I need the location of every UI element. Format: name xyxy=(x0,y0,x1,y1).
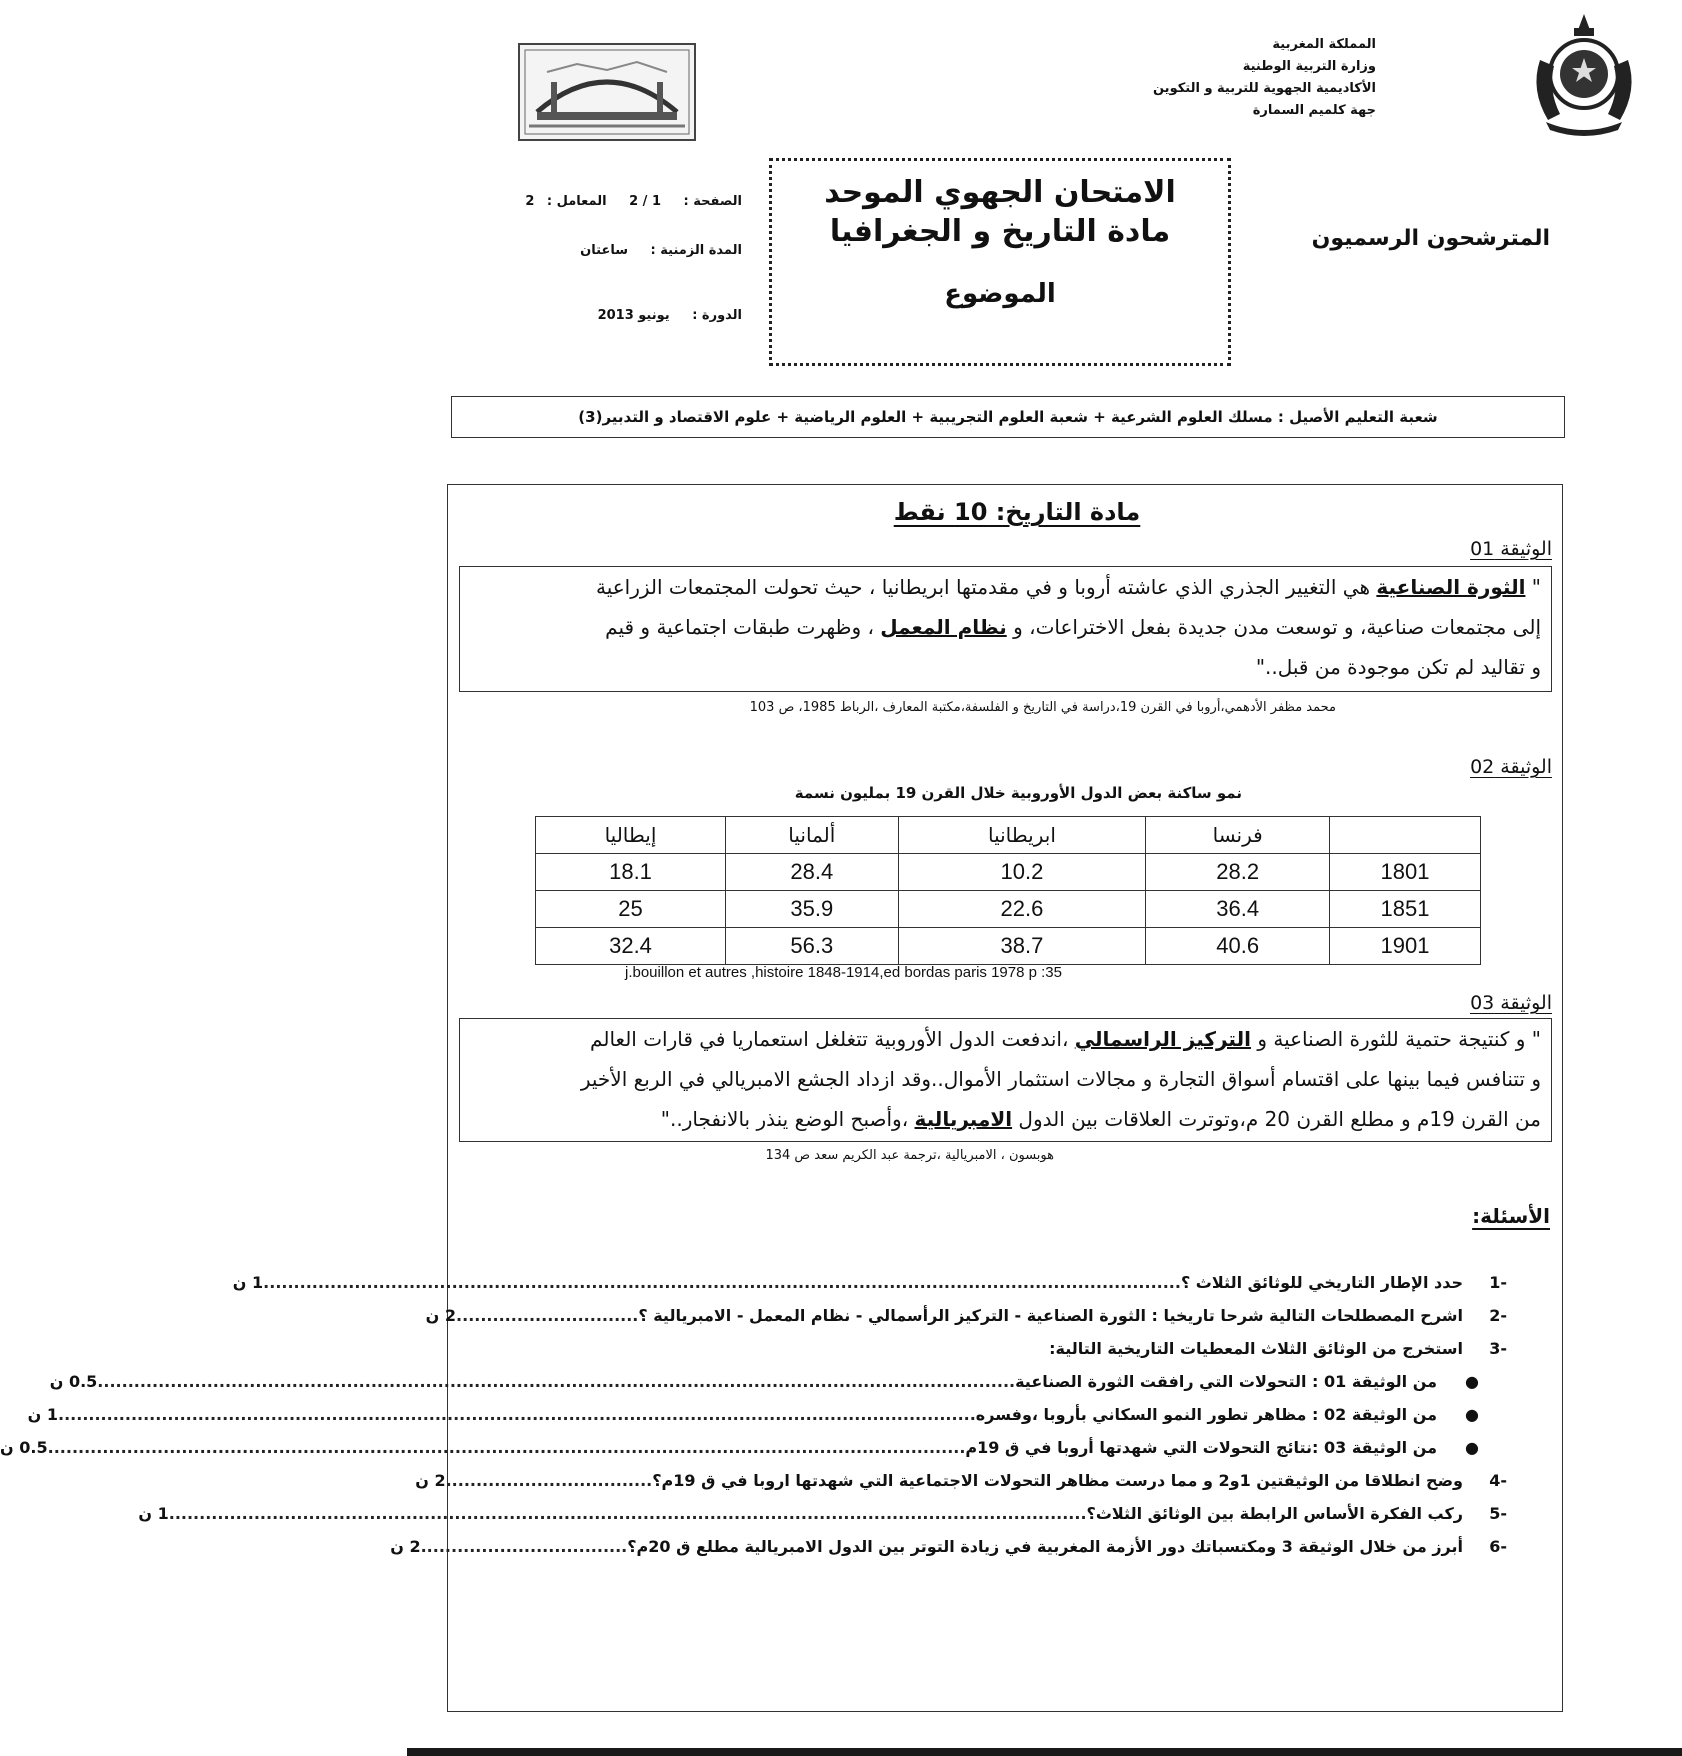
table-cell: 1851 xyxy=(1330,891,1481,928)
question-points: 1 ن xyxy=(27,1405,58,1424)
dot-leader: ....................................................................................................................................................... xyxy=(58,1405,976,1424)
doc3-text: " و كنتيجة حتمية للثورة الصناعية و xyxy=(1250,1027,1541,1051)
term-imperialist: الامبريالية xyxy=(914,1107,1013,1131)
table-cell: 10.2 xyxy=(898,854,1146,891)
question-text: ركب الفكرة الأساس الرابطة بين الوثائق الثلاث؟ xyxy=(1086,1504,1463,1523)
doc1-label: الوثيقة 01 xyxy=(1470,538,1552,560)
page-label: الصفحة : xyxy=(683,194,742,209)
page-value: 1 / 2 xyxy=(629,194,661,209)
session-value: يونيو 2013 xyxy=(597,308,670,323)
doc1-line xyxy=(460,567,1551,607)
table-header-cell: ابريطانيا xyxy=(898,817,1146,854)
coef-label: المعامل : xyxy=(546,194,607,209)
dot-leader: ....................................................................................................................................................... xyxy=(47,1438,966,1457)
question-text: اشرح المصطلحات التالية شرحا تاريخيا : الثورة الصناعية - التركيز الرأسمالي - نظام المعمل - الامبريالية ؟ xyxy=(638,1306,1463,1325)
doc3-source: هوبسون ، الامبريالية ،ترجمة عبد الكريم سعد ص 134 xyxy=(765,1148,1054,1163)
question-points: 1 ن xyxy=(232,1273,264,1292)
question-item xyxy=(49,1365,1507,1398)
doc1-text: ، وظهرت طبقات اجتماعية و قيم xyxy=(605,615,881,639)
questions-list xyxy=(0,1266,1507,1563)
doc2-label: الوثيقة 02 xyxy=(1470,756,1552,778)
table-row xyxy=(536,891,1481,928)
candidates-label: المترشحون الرسميون xyxy=(1311,226,1550,251)
question-number: -6 xyxy=(1489,1537,1507,1556)
ministry-line: المملكة المغربية xyxy=(1272,37,1376,52)
doc1-text: إلى مجتمعات صناعية، و توسعت مدن جديدة بفعل الاختراعات، و xyxy=(1006,615,1541,639)
page-info xyxy=(525,194,742,209)
ministry-line: جهة كلميم السمارة xyxy=(1252,103,1376,118)
duration-label: المدة الزمنية : xyxy=(650,243,742,258)
table-cell: 56.3 xyxy=(726,928,899,965)
table-cell: 36.4 xyxy=(1146,891,1330,928)
doc3-label: الوثيقة 03 xyxy=(1470,992,1552,1014)
bullet-icon: ● xyxy=(1465,1372,1479,1391)
question-item xyxy=(0,1431,1507,1464)
question-number: -3 xyxy=(1489,1339,1507,1358)
doc1-line xyxy=(460,607,1551,647)
doc3-text: ،اندفعت الدول الأوروبية تتغلغل استعماريا في قارات العالم xyxy=(590,1027,1075,1051)
question-text: استخرج من الوثائق الثلاث المعطيات التاريخية التالية: xyxy=(1049,1339,1463,1358)
question-number: -4 xyxy=(1489,1471,1507,1490)
question-number: -5 xyxy=(1489,1504,1507,1523)
doc1-box xyxy=(459,566,1552,692)
question-text: وضح انطلاقا من الوثيقتين 1و2 و مما درست مظاهر التحولات الاجتماعية التي شهدتها اروبا في ق 19م؟ xyxy=(652,1471,1463,1490)
question-text: من الوثيقة 03 :نتائج التحولات التي شهدتها أروبا في ق 19م xyxy=(965,1438,1437,1457)
table-cell: 38.7 xyxy=(898,928,1146,965)
ministry-line: الأكاديمية الجهوية للتربية و التكوين xyxy=(1152,81,1376,96)
duration-value: ساعتان xyxy=(580,243,628,258)
table-row xyxy=(536,928,1481,965)
question-points: 0.5 ن xyxy=(0,1438,48,1457)
dot-leader: ....................................................................................................................................................... xyxy=(168,1504,1087,1523)
question-text: حدد الإطار التاريخي للوثائق الثلاث ؟ xyxy=(1180,1273,1463,1292)
question-item xyxy=(232,1266,1507,1299)
branch-box: شعبة التعليم الأصيل : مسلك العلوم الشرعية + شعبة العلوم التجريبية + العلوم الرياضية + علوم الاقتصاد و التدبير(3) xyxy=(451,396,1565,438)
session-label: الدورة : xyxy=(692,308,742,323)
ministry-line: وزارة التربية الوطنية xyxy=(1242,59,1376,74)
doc3-line xyxy=(460,1019,1551,1059)
table-cell: 18.1 xyxy=(536,854,726,891)
dot-leader: .................................. xyxy=(445,1471,653,1490)
dot-leader: .............................. xyxy=(456,1306,639,1325)
questions-title: الأسئلة: xyxy=(1472,1204,1550,1228)
bullet-icon: ● xyxy=(1465,1405,1479,1424)
question-item xyxy=(483,1332,1507,1365)
question-text: من الوثيقة 02 : مظاهر تطور النمو السكاني بأروبا ،وفسره xyxy=(975,1405,1437,1424)
question-item xyxy=(425,1299,1507,1332)
doc3-line xyxy=(460,1099,1551,1139)
term-capitalist-concentration: التركيز الراسمالي xyxy=(1074,1027,1251,1051)
section-title: مادة التاريخ: 10 نقط xyxy=(893,498,1141,526)
doc3-line: و تتنافس فيما بينها على اقتسام أسواق التجارة و مجالات استثمار الأموال..وقد ازداد الجشع الامبريالي في الربع الأخير xyxy=(580,1067,1541,1091)
question-item xyxy=(27,1398,1507,1431)
exam-title-box xyxy=(769,158,1231,366)
dot-leader: ....................................................................................................................................................... xyxy=(263,1273,1181,1292)
table-cell: 40.6 xyxy=(1146,928,1330,965)
question-number: -1 xyxy=(1489,1273,1507,1292)
table-cell: 1801 xyxy=(1330,854,1481,891)
session-info xyxy=(598,308,742,323)
question-points: 0.5 ن xyxy=(49,1372,98,1391)
table-cell: 1901 xyxy=(1330,928,1481,965)
question-points: 2 ن xyxy=(415,1471,446,1490)
doc2-source: j.bouillon et autres ,histoire 1848-1914,ed bordas paris 1978 p :35 xyxy=(625,964,1062,981)
table-cell: 35.9 xyxy=(726,891,899,928)
table-cell: 32.4 xyxy=(536,928,726,965)
scan-edge xyxy=(407,1748,1682,1756)
table-cell: 28.4 xyxy=(726,854,899,891)
question-item xyxy=(415,1464,1507,1497)
academy-logo-icon xyxy=(517,42,697,142)
doc1-text: " xyxy=(1525,575,1541,599)
coef-value: 2 xyxy=(525,194,535,209)
doc1-source: محمد مظفر الأدهمي،أروبا في القرن 19،دراسة في التاريخ و الفلسفة،مكتبة المعارف ،الرباط 1985، ص 103 xyxy=(749,700,1336,715)
doc3-text: ،وأصبح الوضع ينذر بالانفجار.." xyxy=(660,1107,915,1131)
table-header-cell xyxy=(1330,817,1481,854)
table-header-row xyxy=(536,817,1481,854)
question-points: 1 ن xyxy=(138,1504,169,1523)
doc1-text: هي التغيير الجذري الذي عاشته أروبا و في مقدمتها ابريطانيا ، حيث تحولت المجتمعات الزراعية xyxy=(595,575,1377,599)
population-table xyxy=(535,816,1481,965)
ministry-header xyxy=(1116,34,1376,122)
table-header-cell: فرنسا xyxy=(1146,817,1330,854)
dot-leader: ....................................................................................................................................................... xyxy=(97,1372,1016,1391)
dot-leader: .................................. xyxy=(420,1537,628,1556)
doc2-caption: نمو ساكنة بعض الدول الأوروبية خلال القرن 19 بمليون نسمة xyxy=(794,784,1242,802)
question-number: -2 xyxy=(1489,1306,1507,1325)
question-points: 2 ن xyxy=(390,1537,421,1556)
exam-subject-label: الموضوع xyxy=(944,279,1056,309)
doc1-line: و تقاليد لم تكن موجودة من قبل.." xyxy=(1255,655,1541,679)
table-cell: 22.6 xyxy=(898,891,1146,928)
table-row xyxy=(536,854,1481,891)
table-header-cell: إيطاليا xyxy=(536,817,726,854)
question-points: 2 ن xyxy=(425,1306,457,1325)
exam-title: الامتحان الجهوي الموحد xyxy=(824,175,1176,210)
question-item xyxy=(390,1530,1507,1563)
doc3-box xyxy=(459,1018,1552,1142)
term-factory-system: نظام المعمل xyxy=(880,615,1007,639)
table-cell: 28.2 xyxy=(1146,854,1330,891)
bullet-icon: ● xyxy=(1465,1438,1479,1457)
royal-emblem-icon xyxy=(1526,10,1642,136)
doc3-text: من القرن 19م و مطلع القرن 20 م،وتوترت العلاقات بين الدول xyxy=(1012,1107,1541,1131)
question-text: أبرز من خلال الوثيقة 3 ومكتسباتك دور الأزمة المغربية في زيادة التوتر بين الدول الامبريالية مطلع ق 20م؟ xyxy=(627,1537,1463,1556)
table-cell: 25 xyxy=(536,891,726,928)
term-industrial-revolution: الثورة الصناعية xyxy=(1376,575,1526,599)
question-item xyxy=(138,1497,1507,1530)
duration-info xyxy=(580,243,742,258)
table-header-cell: ألمانيا xyxy=(726,817,899,854)
exam-subject: مادة التاريخ و الجغرافيا xyxy=(829,214,1171,249)
question-text: من الوثيقة 01 : التحولات التي رافقت الثورة الصناعية xyxy=(1015,1372,1437,1391)
